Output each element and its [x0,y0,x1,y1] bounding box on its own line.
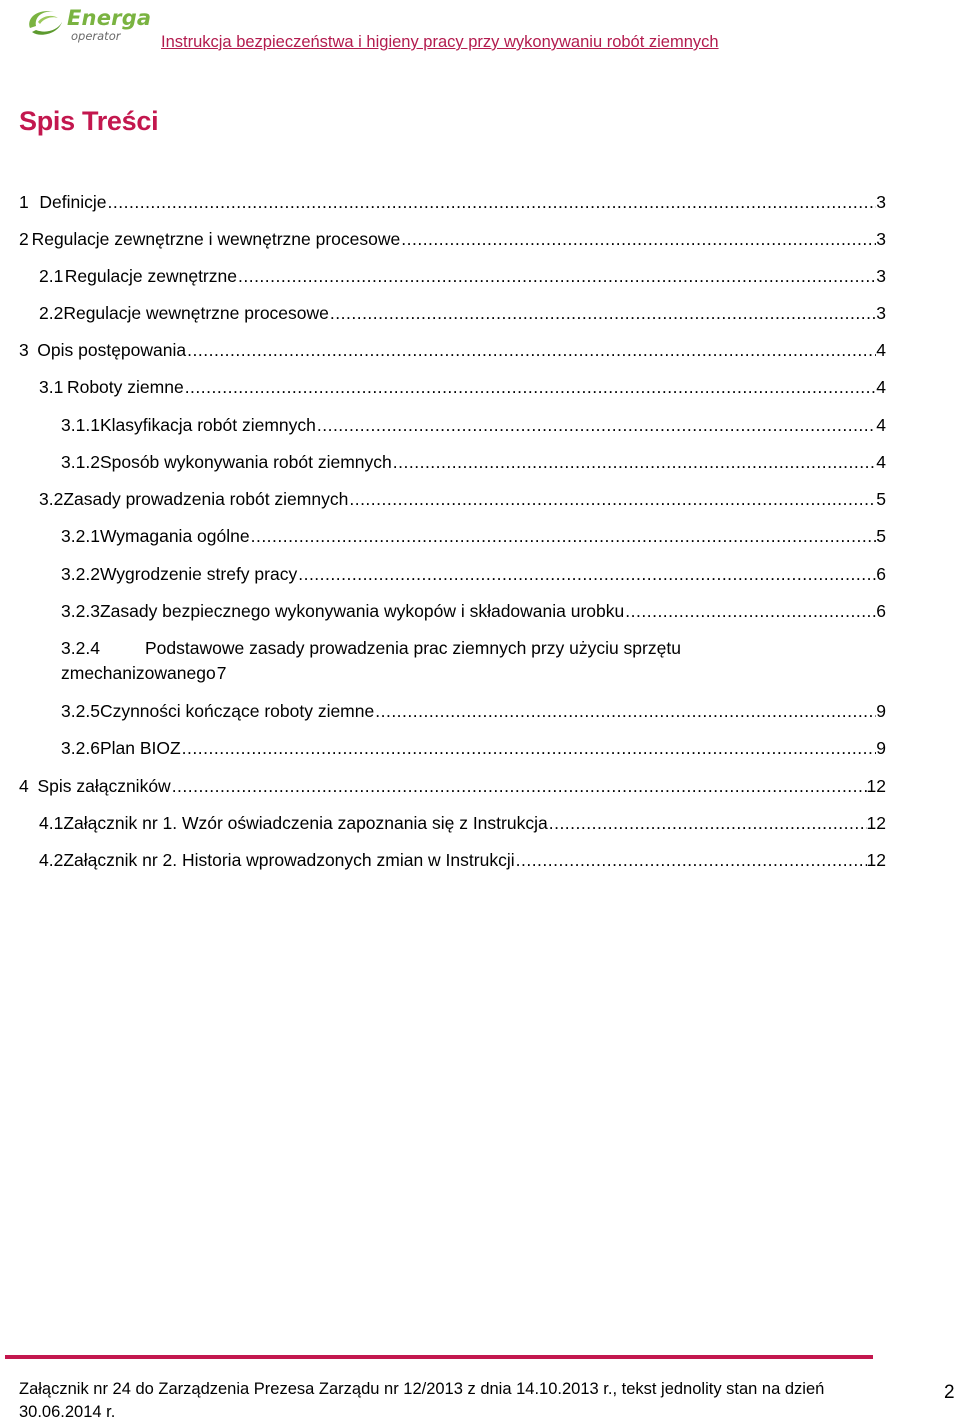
toc-entry-title: Sposób wykonywania robót ziemnych [99,452,392,472]
toc-entry-number: 3.2.1 [61,526,100,546]
toc-entry-title: Definicje [39,192,107,212]
toc-dot-leader [108,190,877,215]
toc-entry[interactable] [19,413,886,438]
toc-entry[interactable] [19,450,886,475]
toc-entry-page: 6 [876,601,886,621]
toc-entry-page: 7 [216,663,227,683]
footer-text: Załącznik nr 24 do Zarządzenia Prezesa Zarządu nr 12/2013 z dnia 14.10.2013 r., tekst jednolity stan na dzień 30.06.2014 r. [19,1380,825,1421]
energa-swirl-icon [24,6,68,40]
toc-entry-number: 4.2 [39,850,64,870]
toc-entry-number: 4.1 [39,813,64,833]
toc-entry-number: 2.1 [39,266,64,286]
toc-entry-page: 5 [876,526,886,546]
toc-entry-title: Zasady bezpiecznego wykonywania wykopów i składowania urobku [99,601,625,621]
toc-dot-leader [349,487,876,512]
toc-entry-page: 12 [866,813,886,833]
toc-dot-leader [549,811,867,836]
toc-dot-leader [330,301,876,326]
toc-entry-page: 9 [876,738,886,758]
toc-entry-number: 1 [19,192,29,212]
toc-entry-title: Roboty ziemne [66,377,184,397]
toc-entry-title: Załącznik nr 2. Historia wprowadzonych zmian w Instrukcji [63,850,515,870]
toc-dot-leader [298,562,876,587]
toc-entry[interactable] [19,636,886,686]
toc-entry[interactable] [19,848,886,873]
toc-entry-number: 4 [19,776,29,796]
toc-entry[interactable] [19,301,886,326]
logo-wordmark: Energa [67,6,152,30]
toc-entry[interactable] [19,599,886,624]
toc-entry[interactable] [19,190,886,215]
toc-dot-leader [187,338,876,363]
toc-entry[interactable] [19,699,886,724]
toc-entry-title-continued: zmechanizowanego [61,663,216,683]
toc-entry-number: 2 [19,229,29,249]
toc-entry[interactable] [19,736,886,761]
toc-entry-number: 3.1.2 [61,452,100,472]
toc-entry-page: 6 [876,564,886,584]
toc-dot-leader [238,264,876,289]
toc-entry-page: 3 [876,266,886,286]
toc-entry-page: 4 [876,452,886,472]
toc-entry-page: 3 [876,192,886,212]
toc-entry-title: Regulacje zewnętrzne i wewnętrzne procesowe [31,229,401,249]
toc-entry-title: Spis załączników [37,776,171,796]
toc-entry-title: Zasady prowadzenia robót ziemnych [63,489,349,509]
toc-entry[interactable] [19,562,886,587]
toc-entry-page: 12 [866,776,886,796]
toc-dot-leader [401,227,876,252]
toc-entry[interactable] [19,811,886,836]
toc-entry-page: 12 [866,850,886,870]
toc-entry-page: 4 [876,377,886,397]
toc-entry-page: 9 [876,701,886,721]
toc-entry-title: Załącznik nr 1. Wzór oświadczenia zapoznania się z Instrukcja [63,813,548,833]
toc-dot-leader [251,524,877,549]
toc-entry-number: 3.1.1 [61,415,100,435]
toc-entry-number: 3.2.5 [61,701,100,721]
toc-entry-title: Wygrodzenie strefy pracy [99,564,298,584]
toc-entry-title: Klasyfikacja robót ziemnych [99,415,316,435]
toc-entry[interactable] [19,487,886,512]
toc-entry[interactable] [19,524,886,549]
toc-entry-number: 3.2.4 [61,638,100,658]
toc-entry-number: 3.2 [39,489,64,509]
toc-entry-number: 3.1 [39,377,64,397]
toc-entry-page: 5 [876,489,886,509]
toc-entry[interactable] [19,264,886,289]
toc-entry-number: 3.2.2 [61,564,100,584]
document-title: Instrukcja bezpieczeństwa i higieny pracy przy wykonywaniu robót ziemnych [161,33,719,51]
toc-dot-leader [185,375,877,400]
toc-dot-leader [375,699,876,724]
toc-entry-number: 3.2.6 [61,738,100,758]
toc-entry[interactable] [19,338,886,363]
toc-dot-leader [516,848,867,873]
toc-entry-title: Czynności kończące roboty ziemne [99,701,375,721]
toc-entry-title: Podstawowe zasady prowadzenia prac ziemnych przy użyciu sprzętu [145,638,681,658]
toc-entry[interactable] [19,227,886,252]
footer-divider [5,1355,873,1359]
toc-entry-page: 4 [876,415,886,435]
toc-entry-title: Regulacje wewnętrzne procesowe [63,303,329,323]
toc-entry-title: Opis postępowania [37,340,187,360]
energa-operator-logo [24,6,164,46]
logo-subtitle: operator [71,29,121,43]
toc-dot-leader [625,599,876,624]
toc-entry-number: 3 [19,340,29,360]
toc-entry[interactable] [19,774,886,799]
toc-dot-leader [393,450,877,475]
toc-entry-title: Regulacje zewnętrzne [64,266,237,286]
toc-entry[interactable] [19,375,886,400]
toc-entry-number: 2.2 [39,303,64,323]
toc-entry-page: 3 [876,229,886,249]
toc-dot-leader [172,774,867,799]
toc-entry-page: 4 [876,340,886,360]
toc-entry-number: 3.2.3 [61,601,100,621]
toc-entry-page: 3 [876,303,886,323]
page-number: 2 [944,1382,955,1403]
toc-entry-title: Plan BIOZ [99,738,181,758]
toc-entry-title: Wymagania ogólne [99,526,250,546]
toc-dot-leader [317,413,876,438]
toc-dot-leader [182,736,877,761]
toc-heading: Spis Treści [19,106,159,136]
